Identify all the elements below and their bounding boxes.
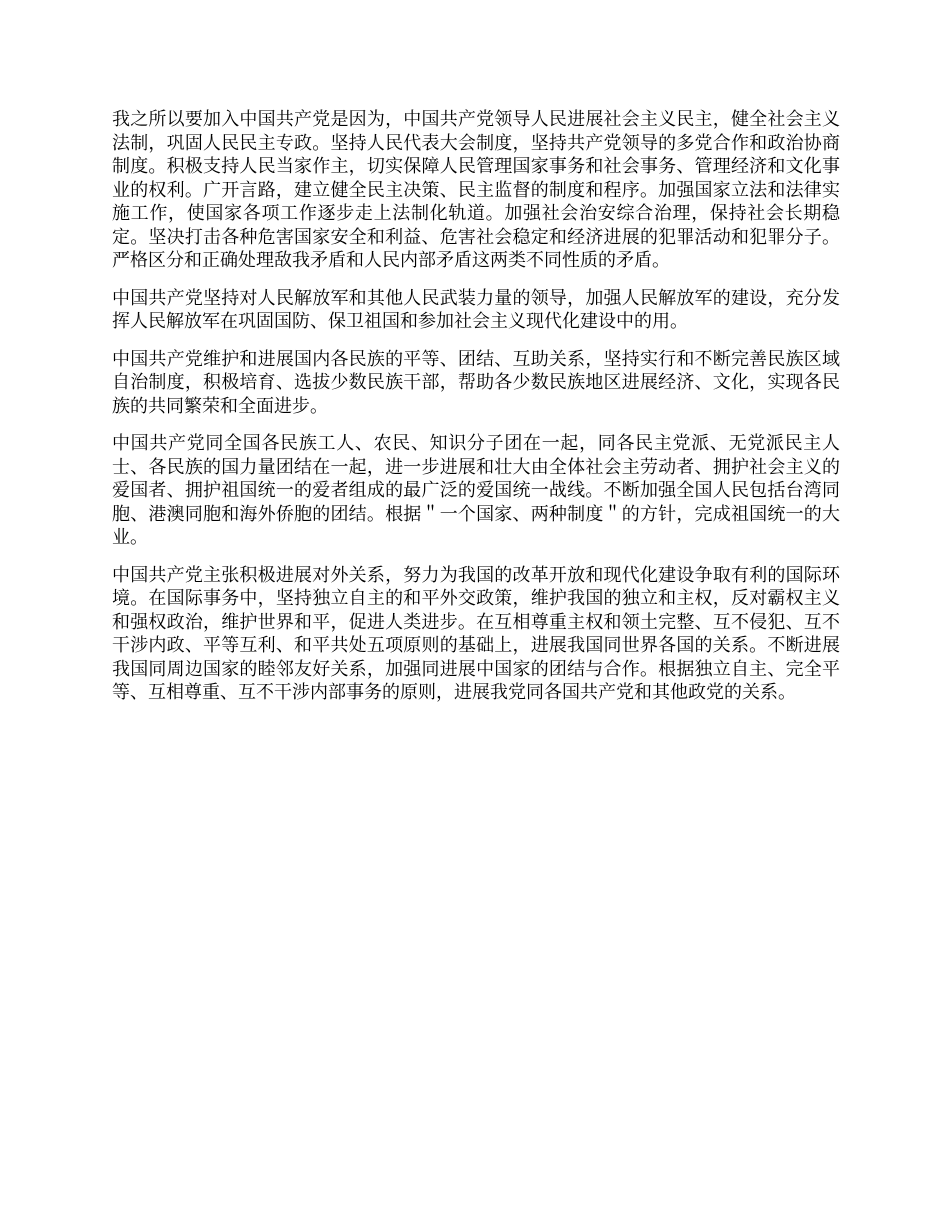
document-page xyxy=(112,108,840,719)
paragraph-5: 中国共产党主张积极进展对外关系，努力为我国的改革开放和现代化建设争取有利的国际环境。在国际事务中，坚持独立自主的和平外交政策，维护我国的独立和主权，反对霸权主义和强权政治，维护世界和平，促进人类进步。在互相尊重主权和领土完整、互不侵犯、互不干涉内政、平等互利、和平共处五项原则的基础上，进展我国同世界各国的关系。不断进展我国同周边国家的睦邻友好关系，加强同进展中国家的团结与合作。根据独立自主、完全平等、互相尊重、互不干涉内部事务的原则，进展我党同各国共产党和其他政党的关系。 xyxy=(112,564,840,703)
paragraph-3: 中国共产党维护和进展国内各民族的平等、团结、互助关系，坚持实行和不断完善民族区域自治制度，积极培育、选拔少数民族干部，帮助各少数民族地区进展经济、文化，实现各民族的共同繁荣和全面进步。 xyxy=(112,348,840,417)
paragraph-2: 中国共产党坚持对人民解放军和其他人民武装力量的领导，加强人民解放军的建设，充分发挥人民解放军在巩固国防、保卫祖国和参加社会主义现代化建设中的用。 xyxy=(112,287,840,332)
paragraph-4: 中国共产党同全国各民族工人、农民、知识分子团在一起，同各民主党派、无党派民主人士、各民族的国力量团结在一起，进一步进展和壮大由全体社会主劳动者、拥护社会主义的爱国者、拥护祖国统一的爱者组成的最广泛的爱国统一战线。不断加强全国人民包括台湾同胞、港澳同胞和海外侨胞的团结。根据＂一个国家、两种制度＂的方针，完成祖国统一的大业。 xyxy=(112,433,840,548)
paragraph-1: 我之所以要加入中国共产党是因为，中国共产党领导人民进展社会主义民主，健全社会主义法制，巩固人民民主专政。坚持人民代表大会制度，坚持共产党领导的多党合作和政治协商制度。积极支持人民当家作主，切实保障人民管理国家事务和社会事务、管理经济和文化事业的权利。广开言路，建立健全民主决策、民主监督的制度和程序。加强国家立法和法律实施工作，使国家各项工作逐步走上法制化轨道。加强社会治安综合治理，保持社会长期稳定。坚决打击各种危害国家安全和利益、危害社会稳定和经济进展的犯罪活动和犯罪分子。严格区分和正确处理敌我矛盾和人民内部矛盾这两类不同性质的矛盾。 xyxy=(112,109,840,271)
